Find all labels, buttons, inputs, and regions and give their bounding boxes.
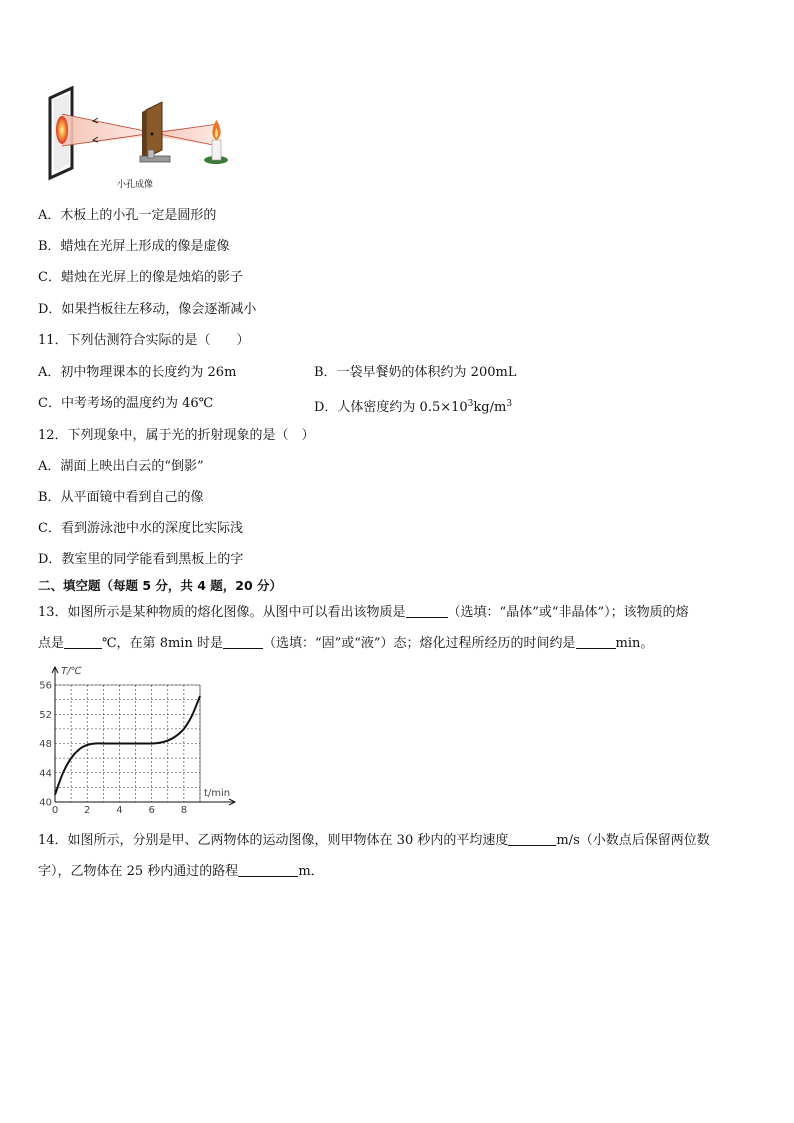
q11-option-b: B．一袋早餐奶的体积约为 200mL — [314, 365, 517, 380]
q10-option-d: D．如果挡板往左移动，像会逐渐减小 — [38, 302, 257, 317]
y-tick-label: 52 — [39, 709, 52, 721]
q11-stem: 11．下列估测符合实际的是（ ） — [38, 333, 250, 348]
q12-option-c: C．看到游泳池中水的深度比实际浅 — [38, 521, 243, 536]
q13-blank-3[interactable] — [223, 635, 263, 649]
y-tick-label: 48 — [39, 739, 52, 750]
x-tick-label: 6 — [148, 805, 155, 814]
y-tick-label: 40 — [39, 797, 52, 809]
q11-option-d-unit-exponent: 3 — [506, 399, 513, 409]
x-tick-label: 4 — [116, 805, 123, 814]
q11-option-a: A．初中物理课本的长度约为 26m — [38, 365, 237, 380]
q13-blank-2[interactable] — [64, 635, 102, 649]
y-tick-label: 44 — [39, 768, 52, 780]
q13-line-2 — [38, 635, 653, 653]
q14-line-2 — [38, 863, 324, 881]
q13-blank-4[interactable] — [576, 635, 616, 649]
pinhole-figure-caption: 小孔成像 — [116, 180, 154, 190]
inverted-flame-image — [56, 116, 68, 144]
q12-option-a: A．湖面上映出白云的“倒影” — [38, 459, 204, 474]
q13-text-2d: min。 — [615, 636, 654, 651]
q11-option-d-exponent: 3 — [467, 399, 474, 409]
melting-curve-line — [55, 696, 200, 795]
q12-option-d: D．教室里的同学能看到黑板上的字 — [38, 552, 244, 567]
q14-text-2b: m． — [298, 864, 324, 879]
q13-text-1b: （选填：“晶体”或“非晶体”）；该物质的熔 — [447, 605, 689, 620]
q14-text-1b: m/s（小数点后保留两位数 — [556, 833, 710, 848]
q12-stem: 12．下列现象中，属于光的折射现象的是（ ） — [38, 428, 315, 443]
q14-blank-2[interactable] — [238, 863, 298, 877]
melting-curve-chart — [34, 664, 244, 814]
q10-option-b: B．蜡烛在光屏上形成的像是虚像 — [38, 239, 230, 254]
q11-option-d — [314, 395, 512, 417]
section-2-title: 二、填空题（每题 5 分，共 4 题，20 分） — [38, 578, 283, 593]
q12-option-b: B．从平面镜中看到自己的像 — [38, 490, 204, 505]
q13-text-2a: 点是 — [38, 636, 65, 651]
q13-line-1 — [38, 604, 689, 622]
q14-text-2a: 字），乙物体在 25 秒内通过的路程 — [38, 864, 239, 879]
q10-option-a: A．木板上的小孔一定是圆形的 — [38, 208, 217, 223]
q10-option-c: C．蜡烛在光屏上的像是烛焰的影子 — [38, 270, 243, 285]
q14-text-1a: 14．如图所示，分别是甲、乙两物体的运动图像，则甲物体在 30 秒内的平均速度 — [38, 833, 509, 848]
q11-option-d-unit: kg/m — [473, 400, 507, 415]
pinhole — [151, 133, 154, 136]
x-tick-label: 2 — [84, 805, 91, 814]
q13-text-2b: ℃，在第 8min 时是 — [102, 636, 223, 651]
q14-blank-1[interactable] — [508, 832, 556, 846]
q11-option-d-prefix: D．人体密度约为 0.5×10 — [314, 400, 468, 415]
pinhole-imaging-figure — [40, 84, 250, 194]
q11-option-c: C．中考考场的温度约为 46℃ — [38, 396, 214, 411]
q14-line-1 — [38, 832, 710, 850]
q13-text-1a: 13．如图所示是某种物质的熔化图像。从图中可以看出该物质是 — [38, 605, 406, 620]
q13-text-2c: （选填：“固”或“液”）态；熔化过程所经历的时间约是 — [262, 636, 576, 651]
y-axis-label: T/℃ — [61, 666, 82, 677]
x-tick-label: 8 — [180, 805, 188, 814]
q13-blank-1[interactable] — [406, 604, 448, 618]
x-axis-label: t/min — [204, 788, 231, 799]
y-tick-label: 56 — [39, 680, 52, 692]
x-tick-label: 0 — [51, 805, 59, 814]
